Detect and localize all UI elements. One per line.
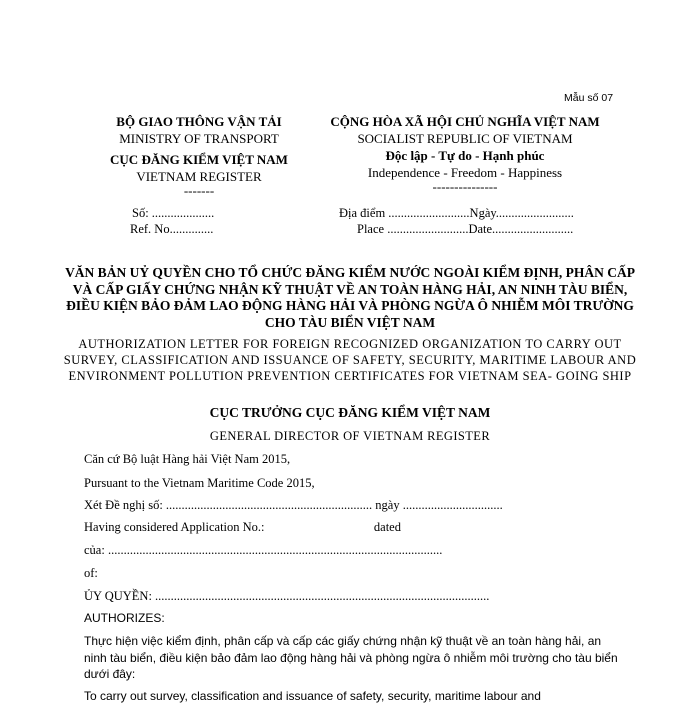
right-header	[300, 113, 630, 193]
republic-vi: CỘNG HÒA XÃ HỘI CHỦ NGHĨA VIỆT NAM	[330, 114, 600, 129]
motto-en: Independence - Freedom - Happiness	[367, 165, 563, 180]
cua-line: của: ...........................................................................................................	[84, 543, 443, 557]
xet-de-nghi-line: Xét Đề nghị số: .................................................................. ngày ................................	[84, 498, 503, 512]
org-en: VIETNAM REGISTER	[136, 169, 262, 184]
org-vi: CỤC ĐĂNG KIỂM VIỆT NAM	[110, 152, 288, 167]
form-number: Mẫu số 07	[564, 92, 614, 104]
thuc-hien-paragraph: Thực hiện việc kiểm định, phân cấp và cấp các giấy chứng nhận kỹ thuật về an toàn hàng hải, an ninh tàu biển, điều kiện bảo đảm lao động hàng hải và phòng ngừa ô nhiễm môi trường cho tàu biển dưới đây:	[84, 634, 618, 681]
right-divider: ---------------	[432, 179, 498, 194]
ministry-en: MINISTRY OF TRANSPORT	[119, 131, 279, 146]
having-considered-line: Having considered Application No.: dated	[84, 520, 401, 534]
general-director-vi: CỤC TRƯỞNG CỤC ĐĂNG KIỂM VIỆT NAM	[209, 405, 491, 420]
so-field: Số: ....................	[132, 206, 215, 220]
title-vi: VĂN BẢN UỶ QUYỀN CHO TỔ CHỨC ĐĂNG KIỂM NƯỚC NGOÀI KIỂM ĐỊNH, PHÂN CẤP VÀ CẤP GIẤY CHỨNG NHẬN KỸ THUẬT VỀ AN TOÀN HÀNG HẢI, AN NINH TÀU BIỂN, ĐIỀU KIỆN BẢO ĐẢM LAO ĐỘNG HÀNG HẢI VÀ PHÒNG NGỪA Ô NHIỄM MÔI TRƯỜNG CHO TÀU BIỂN VIỆT NAM	[65, 265, 635, 330]
republic-en: SOCIALIST REPUBLIC OF VIETNAM	[357, 131, 573, 146]
carry-out-paragraph: To carry out survey, classification and issuance of safety, security, maritime labour and	[84, 689, 541, 703]
uy-quyen-line: ỦY QUYỀN: ...........................................................................................................	[84, 589, 490, 603]
of-line: of:	[84, 566, 98, 580]
can-cu-line: Căn cứ Bộ luật Hàng hải Việt Nam 2015,	[84, 452, 291, 466]
left-divider: -------	[183, 183, 215, 198]
motto-vi: Độc lập - Tự do - Hạnh phúc	[385, 148, 545, 163]
pursuant-line: Pursuant to the Vietnam Maritime Code 2015,	[84, 476, 315, 490]
dia-diem-field: Địa điểm ..........................Ngày.........................	[339, 206, 574, 220]
ministry-vi: BỘ GIAO THÔNG VẬN TẢI	[116, 114, 282, 129]
general-director-en: GENERAL DIRECTOR OF VIETNAM REGISTER	[209, 429, 491, 443]
title-en: AUTHORIZATION LETTER FOR FOREIGN RECOGNIZED ORGANIZATION TO CARRY OUT SURVEY, CLASSIFICATION AND ISSUANCE OF SAFETY, SECURITY, MARITIME LABOUR AND ENVIRONMENT POLLUTION PREVENTION CERTIFICATES FOR VIETNAM SEA- GOING SHIP	[63, 337, 637, 383]
ref-no-field: Ref. No..............	[130, 222, 214, 236]
authorizes-line: AUTHORIZES:	[84, 611, 165, 625]
left-header	[84, 113, 314, 197]
place-field: Place ..........................Date..........................	[357, 222, 574, 236]
